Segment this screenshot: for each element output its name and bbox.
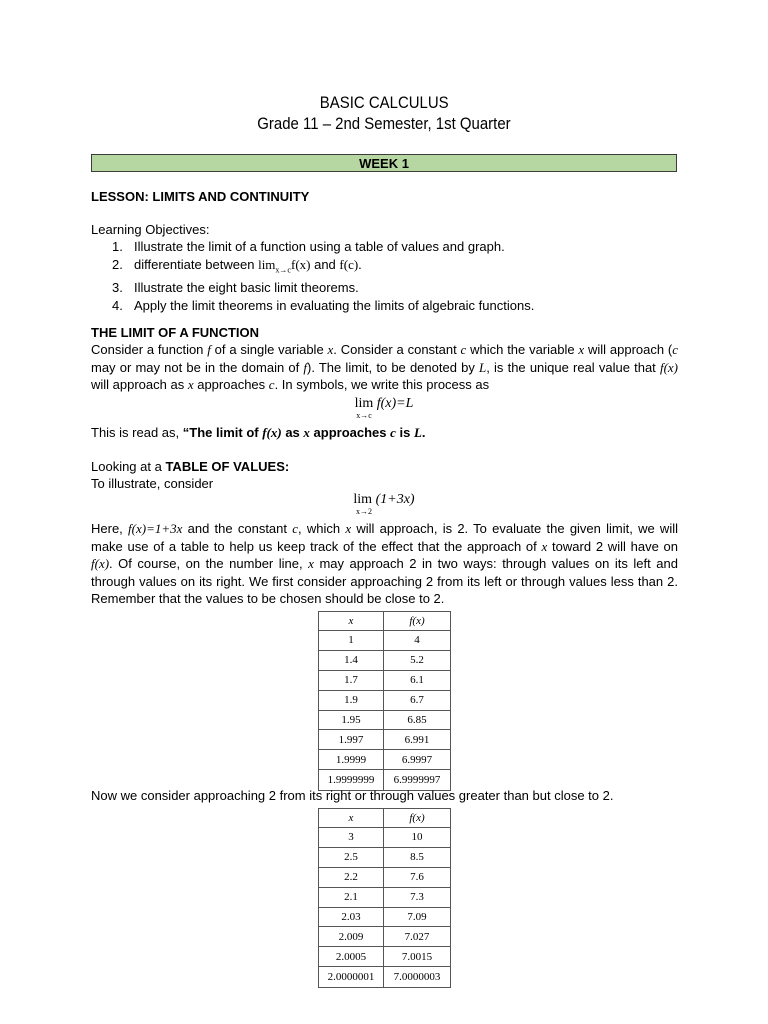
text-span: may or may not be in the domain of bbox=[91, 359, 304, 375]
table-cell: 6.1 bbox=[384, 670, 451, 690]
table-cell: 7.0015 bbox=[384, 947, 451, 967]
text-span: ). The limit, to be denoted by bbox=[307, 359, 480, 375]
table-header-fx: f(x) bbox=[384, 612, 451, 631]
table-cell: 7.3 bbox=[384, 887, 451, 907]
table-row bbox=[319, 867, 451, 887]
text-span: is bbox=[395, 425, 414, 440]
text-span: 4. bbox=[112, 297, 123, 313]
table-row bbox=[319, 750, 451, 770]
table-header-x: x bbox=[319, 809, 384, 828]
text-span: f bbox=[207, 342, 211, 357]
text-span: and the constant bbox=[182, 521, 293, 536]
text-span: c bbox=[460, 342, 467, 357]
text-span: x bbox=[345, 521, 352, 536]
table-cell: 7.6 bbox=[384, 867, 451, 887]
text-span: f(x) bbox=[91, 556, 110, 571]
text-span: . Of course, on the number line, bbox=[109, 556, 309, 571]
read-as-sentence bbox=[91, 424, 426, 442]
text-span: lim bbox=[353, 492, 373, 507]
table-cell: 2.1 bbox=[319, 887, 384, 907]
list-item bbox=[112, 238, 534, 256]
table-cell: 1.9999 bbox=[319, 750, 384, 770]
text-span: 3. bbox=[112, 280, 123, 296]
text-span: f(x)=1+3x bbox=[128, 521, 183, 536]
text-span: Apply the limit theorems in evaluating the limits of algebraic functions. bbox=[134, 297, 535, 313]
table-cell: 6.7 bbox=[384, 690, 451, 710]
text-span: may approach 2 in two ways: through values on its left and through values on its right. We first consider approaching 2 from its left or through values less than 2. Remember that the values to be chosen should be close to 2. bbox=[91, 556, 678, 606]
table-cell: 1.7 bbox=[319, 670, 384, 690]
table-header-x: x bbox=[319, 612, 384, 631]
text-span: as bbox=[281, 425, 304, 440]
table-cell: 6.991 bbox=[384, 730, 451, 750]
text-span: f(x)=L bbox=[376, 396, 414, 411]
text-span: x bbox=[303, 425, 310, 440]
limit-definition-paragraph bbox=[91, 341, 678, 394]
table-cell: 7.027 bbox=[384, 927, 451, 947]
table-header-fx: f(x) bbox=[384, 809, 451, 828]
lesson-title: LESSON: LIMITS AND CONTINUITY bbox=[91, 189, 310, 204]
objectives-list bbox=[112, 238, 534, 315]
text-span: will approach ( bbox=[584, 342, 673, 357]
text-span: . bbox=[358, 256, 362, 272]
table-cell: 5.2 bbox=[384, 650, 451, 670]
text-span: c bbox=[268, 377, 275, 392]
limit-formula-general bbox=[0, 396, 768, 420]
table-cell: 1 bbox=[319, 631, 384, 651]
text-span: will approach, is 2. To evaluate the given limit, we will make use of a table to help us keep track of the effect that the approach of bbox=[91, 521, 678, 554]
document-title: BASIC CALCULUS bbox=[319, 93, 449, 112]
list-item bbox=[112, 297, 534, 315]
table-cell: 2.0005 bbox=[319, 947, 384, 967]
text-span: will approach as bbox=[91, 377, 188, 392]
text-span: x→c bbox=[275, 265, 291, 275]
table-cell: 1.95 bbox=[319, 710, 384, 730]
table-cell: 2.5 bbox=[319, 847, 384, 867]
text-span: L bbox=[413, 425, 422, 440]
right-approach-table bbox=[318, 808, 451, 988]
list-item bbox=[112, 279, 534, 297]
text-span: x bbox=[541, 538, 548, 554]
text-span: , is the unique real value that bbox=[486, 359, 660, 375]
table-row bbox=[319, 828, 451, 848]
left-approach-table bbox=[318, 611, 451, 791]
text-span: 1. bbox=[112, 239, 123, 254]
text-span: x bbox=[308, 556, 314, 571]
list-item bbox=[112, 256, 534, 279]
text-span: which the variable bbox=[466, 342, 579, 357]
text-span: c bbox=[292, 521, 299, 536]
table-row bbox=[319, 927, 451, 947]
text-span: L bbox=[479, 359, 487, 375]
text-span: toward 2 will have on bbox=[547, 538, 679, 554]
text-span: approaches bbox=[193, 377, 269, 392]
text-span: Looking at a bbox=[91, 459, 166, 474]
text-span: TABLE OF VALUES: bbox=[165, 459, 290, 474]
table-cell: 6.9997 bbox=[384, 750, 451, 770]
text-span: . In symbols, we write this process as bbox=[274, 377, 490, 392]
text-span: Consider a function bbox=[91, 342, 208, 357]
text-span: x→c bbox=[356, 411, 372, 420]
text-span: , which bbox=[298, 521, 346, 536]
text-span: f(x) bbox=[659, 359, 678, 375]
table-row bbox=[319, 710, 451, 730]
text-span: f(x) bbox=[262, 425, 282, 440]
table-cell: 1.4 bbox=[319, 650, 384, 670]
text-span: differentiate between bbox=[134, 256, 259, 272]
section-heading-limit: THE LIMIT OF A FUNCTION bbox=[91, 325, 260, 340]
table-cell: 2.009 bbox=[319, 927, 384, 947]
table-row bbox=[319, 847, 451, 867]
table-row bbox=[319, 947, 451, 967]
text-span: (1+3x) bbox=[375, 492, 415, 507]
text-span: approaches bbox=[309, 425, 391, 440]
text-span: . bbox=[421, 425, 426, 440]
table-cell: 7.09 bbox=[384, 907, 451, 927]
table-row bbox=[319, 650, 451, 670]
table-row bbox=[319, 967, 451, 988]
table-row bbox=[319, 887, 451, 907]
table-row bbox=[319, 730, 451, 750]
table-row bbox=[319, 670, 451, 690]
table-cell: 2.0000001 bbox=[319, 967, 384, 988]
text-span: “The limit of bbox=[182, 425, 263, 440]
week-banner: WEEK 1 bbox=[91, 154, 677, 172]
table-row bbox=[319, 631, 451, 651]
table-cell: 2.03 bbox=[319, 907, 384, 927]
text-span: . Consider a constant bbox=[333, 342, 461, 357]
text-span: of a single variable bbox=[210, 342, 328, 357]
text-span: x bbox=[327, 342, 334, 357]
table-cell: 6.9999997 bbox=[384, 770, 451, 791]
text-span: Here, bbox=[91, 521, 129, 536]
objectives-heading: Learning Objectives: bbox=[91, 222, 210, 237]
text-span: c bbox=[672, 342, 679, 357]
text-span: lim bbox=[354, 396, 374, 411]
text-span: This is read as, bbox=[91, 425, 183, 440]
limit-formula-example bbox=[0, 492, 768, 516]
table-cell: 3 bbox=[319, 828, 384, 848]
table-cell: 8.5 bbox=[384, 847, 451, 867]
text-span: f(x) bbox=[290, 256, 311, 272]
document-subtitle: Grade 11 – 2nd Semester, 1st Quarter bbox=[257, 114, 511, 133]
text-span: 2. bbox=[112, 256, 123, 272]
table-cell: 6.85 bbox=[384, 710, 451, 730]
example-paragraph bbox=[91, 520, 678, 608]
to-illustrate: To illustrate, consider bbox=[91, 476, 214, 491]
document-header bbox=[0, 92, 768, 135]
table-row bbox=[319, 690, 451, 710]
table-intro bbox=[91, 458, 289, 476]
text-span: f bbox=[303, 359, 307, 375]
table-cell: 10 bbox=[384, 828, 451, 848]
text-span: Illustrate the limit of a function using a table of values and graph. bbox=[134, 239, 505, 254]
text-span: x bbox=[187, 377, 194, 392]
table-cell: 2.2 bbox=[319, 867, 384, 887]
table-cell: 7.0000003 bbox=[384, 967, 451, 988]
text-span: and bbox=[310, 256, 340, 272]
text-span: f(c) bbox=[339, 256, 359, 272]
table-cell: 1.9 bbox=[319, 690, 384, 710]
text-span: Illustrate the eight basic limit theorems. bbox=[134, 280, 359, 296]
text-span: x bbox=[578, 342, 585, 357]
table-row bbox=[319, 907, 451, 927]
text-span: c bbox=[390, 425, 396, 440]
table-cell: 4 bbox=[384, 631, 451, 651]
text-span: lim bbox=[258, 256, 276, 272]
right-approach-intro: Now we consider approaching 2 from its right or through values greater than but close to 2. bbox=[91, 788, 614, 803]
text-span: x→2 bbox=[356, 507, 372, 516]
table-cell: 1.9999999 bbox=[319, 770, 384, 791]
table-cell: 1.997 bbox=[319, 730, 384, 750]
